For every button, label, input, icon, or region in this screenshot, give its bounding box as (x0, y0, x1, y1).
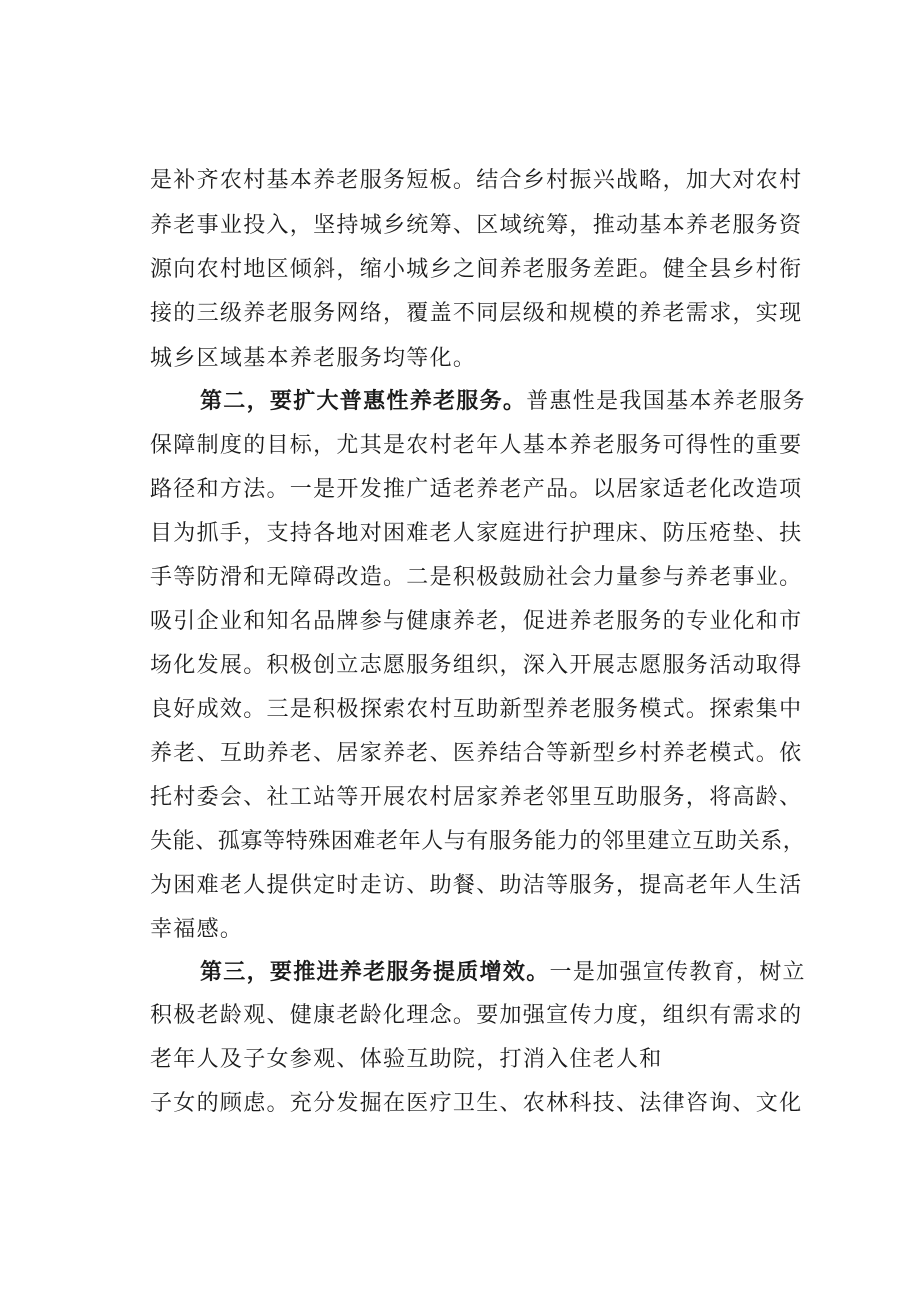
text-line: 幸福感。 (150, 917, 244, 942)
section-heading: 第二，要扩大普惠性养老服务。 (200, 388, 527, 414)
text-line: 吸引企业和知名品牌参与健康养老，促进养老服务的专业化和市 (150, 609, 803, 634)
paragraph-heading-line: 第二，要扩大普惠性养老服务。普惠性是我国基本养老服务 (200, 388, 806, 414)
text-line: 养老、互助养老、居家养老、医养结合等新型乡村养老模式。依 (150, 741, 803, 766)
text-line: 目为抓手，支持各地对困难老人家庭进行护理床、防压疮垫、扶 (150, 521, 803, 546)
text-line: 积极老龄观、健康老龄化理念。要加强宣传力度，组织有需求的 (150, 1003, 803, 1028)
text-line: 失能、孤寡等特殊困难老年人与有服务能力的邻里建立互助关系， (150, 829, 806, 854)
text-line: 接的三级养老服务网络，覆盖不同层级和规模的养老需求，实现 (150, 301, 803, 326)
text-line: 保障制度的目标，尤其是农村老年人基本养老服务可得性的重要 (150, 433, 803, 458)
text-line: 老年人及子女参观、体验互助院，打消入住老人和 (150, 1047, 663, 1072)
text-line: 子女的顾虑。充分发掘在医疗卫生、农林科技、法律咨询、文化 (150, 1091, 803, 1116)
text-line: 场化发展。积极创立志愿服务组织，深入开展志愿服务活动取得 (150, 653, 803, 678)
text-line: 养老事业投入，坚持城乡统筹、区域统筹，推动基本养老服务资 (150, 213, 803, 238)
text-line: 良好成效。三是积极探索农村互助新型养老服务模式。探索集中 (150, 697, 803, 722)
paragraph-heading-line: 第三，要推进养老服务提质增效。一是加强宣传教育，树立 (200, 959, 806, 985)
text-line: 源向农村地区倾斜，缩小城乡之间养老服务差距。健全县乡村衔 (150, 257, 803, 282)
text-line: 路径和方法。一是开发推广适老养老产品。以居家适老化改造项 (150, 477, 803, 502)
section-heading: 第三，要推进养老服务提质增效。 (200, 959, 550, 985)
text-line: 手等防滑和无障碍改造。二是积极鼓励社会力量参与养老事业。 (150, 565, 803, 590)
text-line: 是补齐农村基本养老服务短板。结合乡村振兴战略，加大对农村 (150, 168, 803, 193)
text-line: 城乡区域基本养老服务均等化。 (150, 346, 477, 371)
text-line: 为困难老人提供定时走访、助餐、助洁等服务，提高老年人生活 (150, 873, 803, 898)
text-line: 托村委会、社工站等开展农村居家养老邻里互助服务，将高龄、 (150, 785, 803, 810)
